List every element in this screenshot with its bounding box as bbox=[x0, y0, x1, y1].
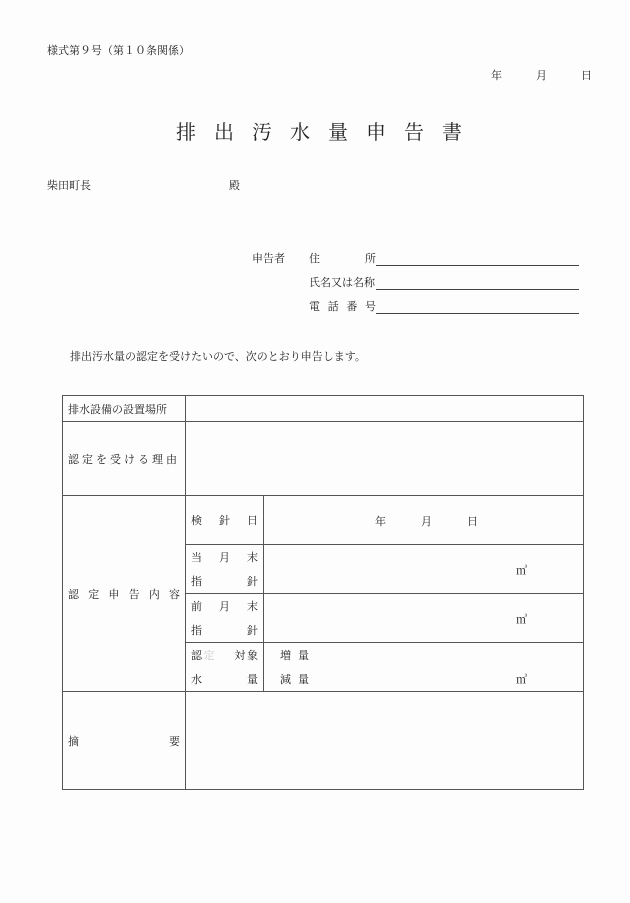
content-label-cell bbox=[63, 496, 186, 692]
summary-row bbox=[63, 692, 584, 790]
location-row bbox=[63, 396, 584, 422]
phone-label: 電 話 番 号 bbox=[309, 300, 376, 313]
location-label: 排水設備の設置場所 bbox=[63, 396, 186, 422]
reason-label: 認定を受ける理由 bbox=[63, 422, 186, 496]
address-field[interactable] bbox=[309, 250, 579, 266]
target-volume-value[interactable] bbox=[264, 643, 584, 692]
content-label: 認 定 申 告 内 容 bbox=[68, 587, 180, 601]
unit-cubic-meter: ㎥ bbox=[516, 673, 527, 686]
addressee: 柴田町長 bbox=[47, 179, 91, 192]
declaration-table bbox=[62, 395, 584, 790]
applicant-label: 申告者 bbox=[252, 252, 285, 265]
reading-year: 年 bbox=[375, 515, 386, 528]
previous-month-label: 前 月 末 指 針 bbox=[186, 594, 264, 643]
reading-month: 月 bbox=[421, 515, 432, 528]
name-field[interactable] bbox=[309, 274, 579, 290]
addressee-honorific: 殿 bbox=[229, 179, 240, 192]
statement-text: 排出汚水量の認定を受けたいので、次のとおり申告します。 bbox=[70, 350, 366, 363]
unit-cubic-meter: ㎥ bbox=[516, 564, 527, 577]
increase-label: 増 量 bbox=[280, 649, 309, 662]
current-month-value[interactable] bbox=[264, 545, 584, 594]
date-year: 年 bbox=[491, 69, 502, 82]
reading-day: 日 bbox=[467, 515, 478, 528]
decrease-label: 減 量 bbox=[280, 673, 309, 686]
title-char: 排 bbox=[176, 120, 196, 144]
title-char: 書 bbox=[442, 120, 462, 144]
phone-input-line[interactable] bbox=[376, 301, 579, 314]
date-month: 月 bbox=[536, 69, 547, 82]
address-input-line[interactable] bbox=[376, 253, 579, 266]
reason-row bbox=[63, 422, 584, 496]
name-label: 氏名又は名称 bbox=[309, 276, 375, 289]
name-input-line[interactable] bbox=[376, 277, 579, 290]
phone-field[interactable] bbox=[309, 298, 579, 314]
summary-value-cell[interactable] bbox=[186, 692, 584, 790]
title-char: 告 bbox=[404, 120, 424, 144]
reading-date-row bbox=[63, 496, 584, 545]
form-number: 様式第９号（第１０条関係） bbox=[47, 44, 190, 57]
current-month-label: 当 月 末 指 針 bbox=[186, 545, 264, 594]
previous-month-value[interactable] bbox=[264, 594, 584, 643]
title-char: 汚 bbox=[252, 120, 272, 144]
reason-value-cell[interactable] bbox=[186, 422, 584, 496]
unit-cubic-meter: ㎥ bbox=[516, 613, 527, 626]
location-value-cell[interactable] bbox=[186, 396, 584, 422]
summary-label: 摘 要 bbox=[63, 692, 186, 790]
reading-date-label: 検 針 日 bbox=[186, 496, 264, 545]
title-char: 出 bbox=[214, 120, 234, 144]
target-volume-label: 認 定 対 象 水 量 bbox=[186, 643, 264, 692]
document-title bbox=[176, 116, 480, 145]
address-label: 住 所 bbox=[309, 252, 376, 265]
reading-date-value[interactable] bbox=[264, 496, 584, 545]
title-char: 申 bbox=[366, 120, 386, 144]
date-day: 日 bbox=[581, 69, 592, 82]
title-char: 水 bbox=[290, 120, 310, 144]
title-char: 量 bbox=[328, 120, 348, 144]
